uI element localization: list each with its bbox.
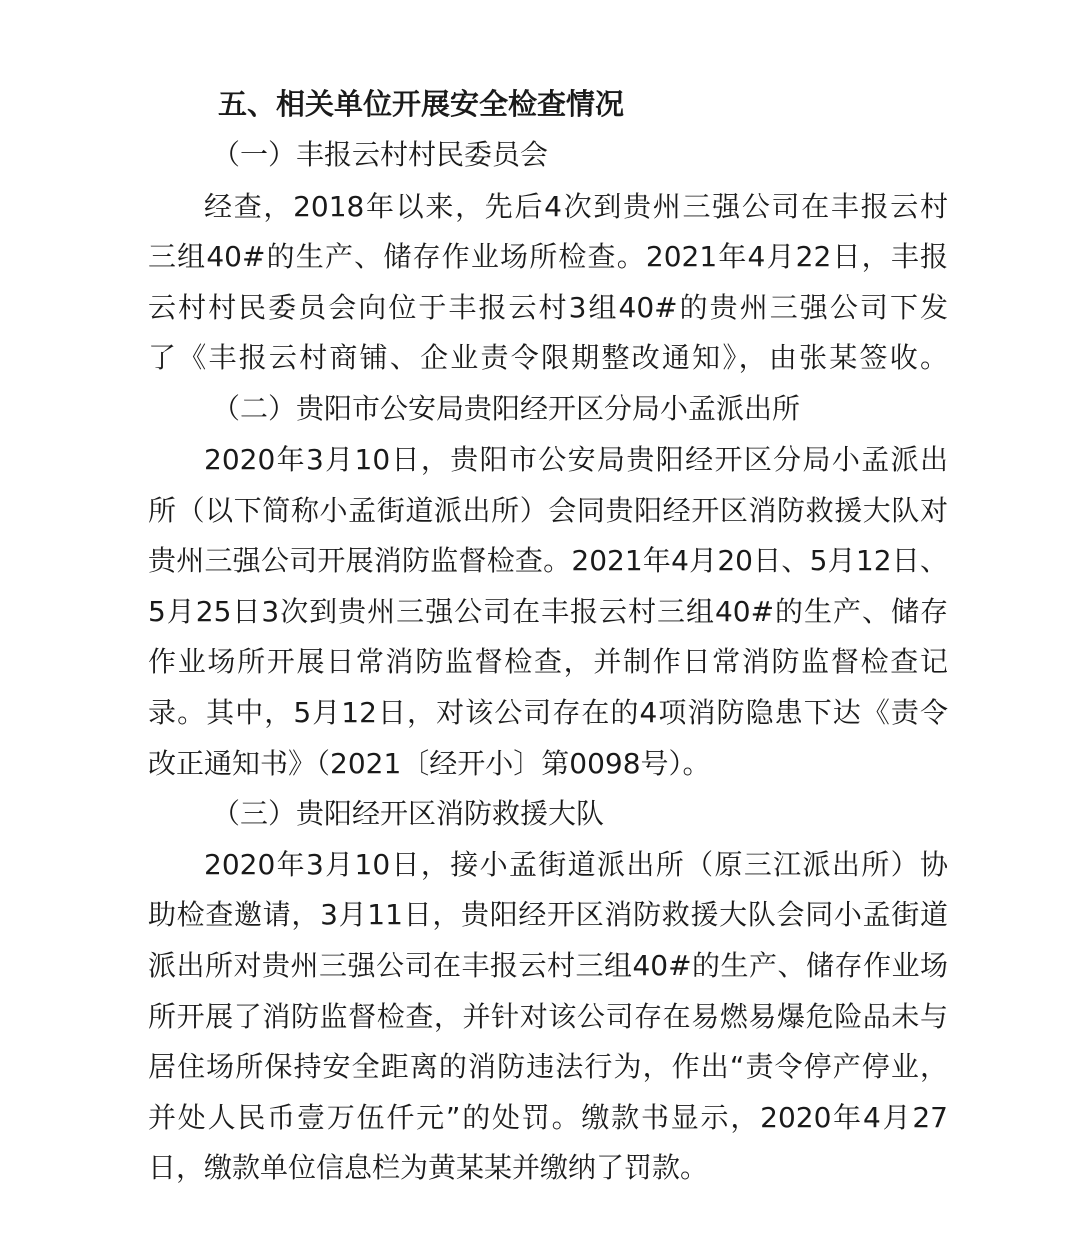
paragraph-line: 日，缴款单位信息栏为黄某某并缴纳了罚款。 [148,1151,709,1184]
paragraph-line: 所（以下简称小孟街道派出所）会同贵阳经开区消防救援大队对 [148,494,948,527]
paragraph-line: 派出所对贵州三强公司在丰报云村三组40#的生产、储存作业场 [148,949,948,982]
paragraph-line: 作业场所开展日常消防监督检查，并制作日常消防监督检查记 [148,645,948,678]
subsection-heading-2: （二）贵阳市公安局贵阳经开区分局小孟派出所 [212,392,801,425]
paragraph-line: 了《丰报云村商铺、企业责令限期整改通知》，由张某签收。 [148,341,948,374]
section-title: 五、相关单位开展安全检查情况 [218,87,625,121]
subsection-heading-1: （一）丰报云村村民委员会 [212,138,549,171]
subsection-heading-3: （三）贵阳经开区消防救援大队 [212,797,605,830]
paragraph-line: 改正通知书》（2021〔经开小〕第0098号）。 [148,747,711,780]
paragraph-line: 居住场所保持安全距离的消防违法行为，作出“责令停产停业， [148,1050,948,1083]
paragraph-line: 2020年3月10日，接小孟街道派出所（原三江派出所）协 [204,848,948,881]
paragraph-line: 三组40#的生产、储存作业场所检查。2021年4月22日，丰报 [148,240,948,273]
paragraph-line: 所开展了消防监督检查，并针对该公司存在易燃易爆危险品未与 [148,1000,948,1033]
paragraph-line: 贵州三强公司开展消防监督检查。2021年4月20日、5月12日、 [148,544,948,577]
paragraph-line: 并处人民币壹万伍仟元”的处罚。缴款书显示，2020年4月27 [148,1101,948,1134]
paragraph-line: 录。其中，5月12日，对该公司存在的4项消防隐患下达《责令 [148,696,948,729]
paragraph-line: 云村村民委员会向位于丰报云村3组40#的贵州三强公司下发 [148,291,948,324]
paragraph-line: 经查，2018年以来，先后4次到贵州三强公司在丰报云村 [204,190,948,223]
paragraph-line: 助检查邀请，3月11日，贵阳经开区消防救援大队会同小孟街道 [148,898,948,931]
paragraph-line: 2020年3月10日，贵阳市公安局贵阳经开区分局小孟派出 [204,443,948,476]
paragraph-line: 5月25日3次到贵州三强公司在丰报云村三组40#的生产、储存 [148,595,948,628]
